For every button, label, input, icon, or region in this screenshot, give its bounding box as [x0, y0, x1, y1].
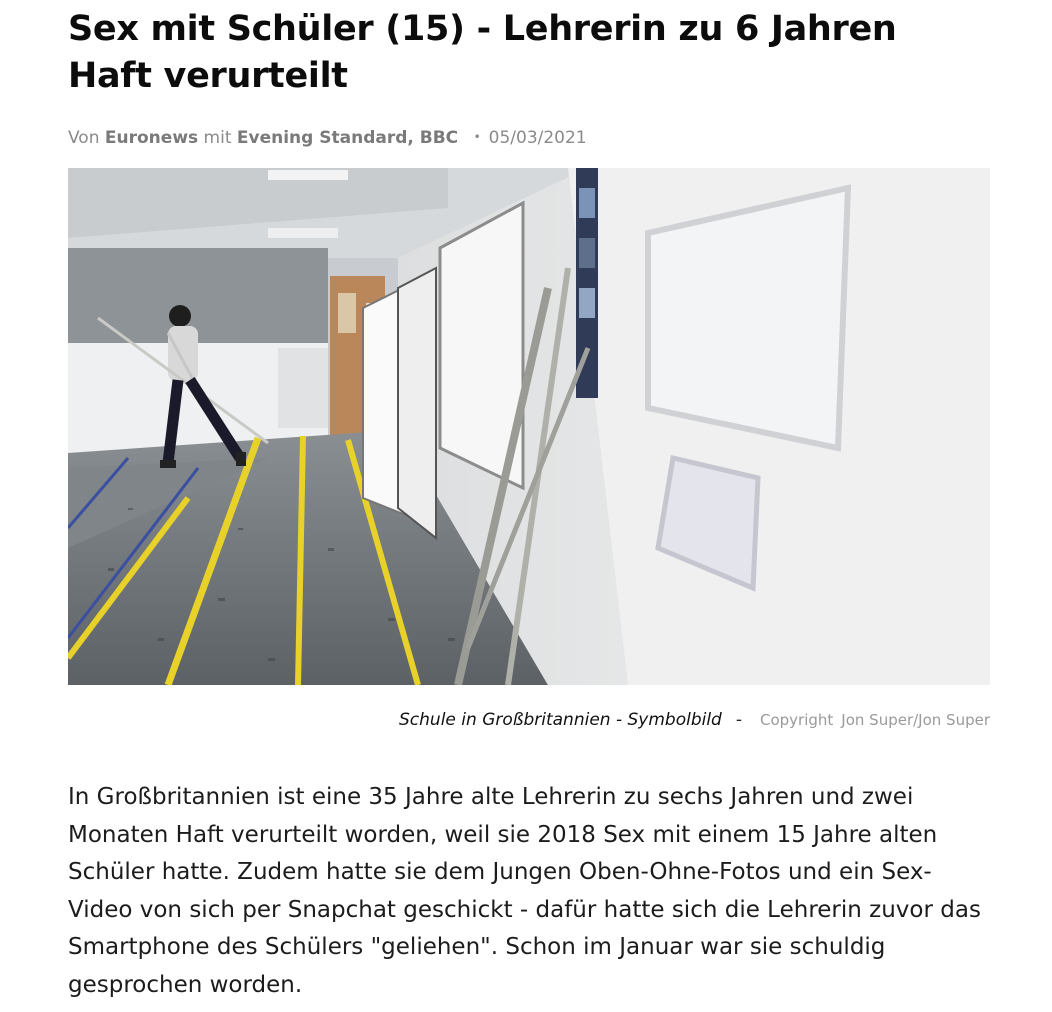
copyright-notice [760, 711, 990, 729]
caption-text: Schule in Großbritannien - Symbolbild [399, 710, 722, 730]
byline-with: mit [203, 128, 232, 148]
article-body-paragraph: In Großbritannien ist eine 35 Jahre alte Lehrerin zu sechs Jahren und zwei Monaten Haft verurteilt worden, weil sie 2018 Sex mit einem 15 Jahre alten Schüler hatte. Zudem hatte sie dem Jungen Oben-Ohne-Fotos und ein Sex-Video von sich per Snapchat geschickt - dafür hatte sich die Lehrerin zuvor das Smartphone des Schülers "geliehen". Schon im Januar war sie schuldig gesprochen worden. [68, 784, 981, 998]
byline-prefix: Von [68, 128, 100, 148]
byline-separator: • [473, 130, 481, 144]
copyright-label: Copyright [760, 711, 834, 729]
byline [68, 126, 990, 149]
article-photo [68, 168, 990, 685]
caption-separator: - [735, 710, 742, 730]
article [68, 0, 990, 998]
image-caption [68, 710, 990, 730]
article-headline: Sex mit Schüler (15) - Lehrerin zu 6 Jahren Haft verurteilt [68, 9, 897, 96]
byline-source-link[interactable]: Euronews [104, 128, 199, 148]
publish-date: 05/03/2021 [488, 128, 587, 148]
byline-partners: Evening Standard, BBC [236, 128, 459, 148]
copyright-holder: Jon Super/Jon Super [841, 711, 990, 729]
